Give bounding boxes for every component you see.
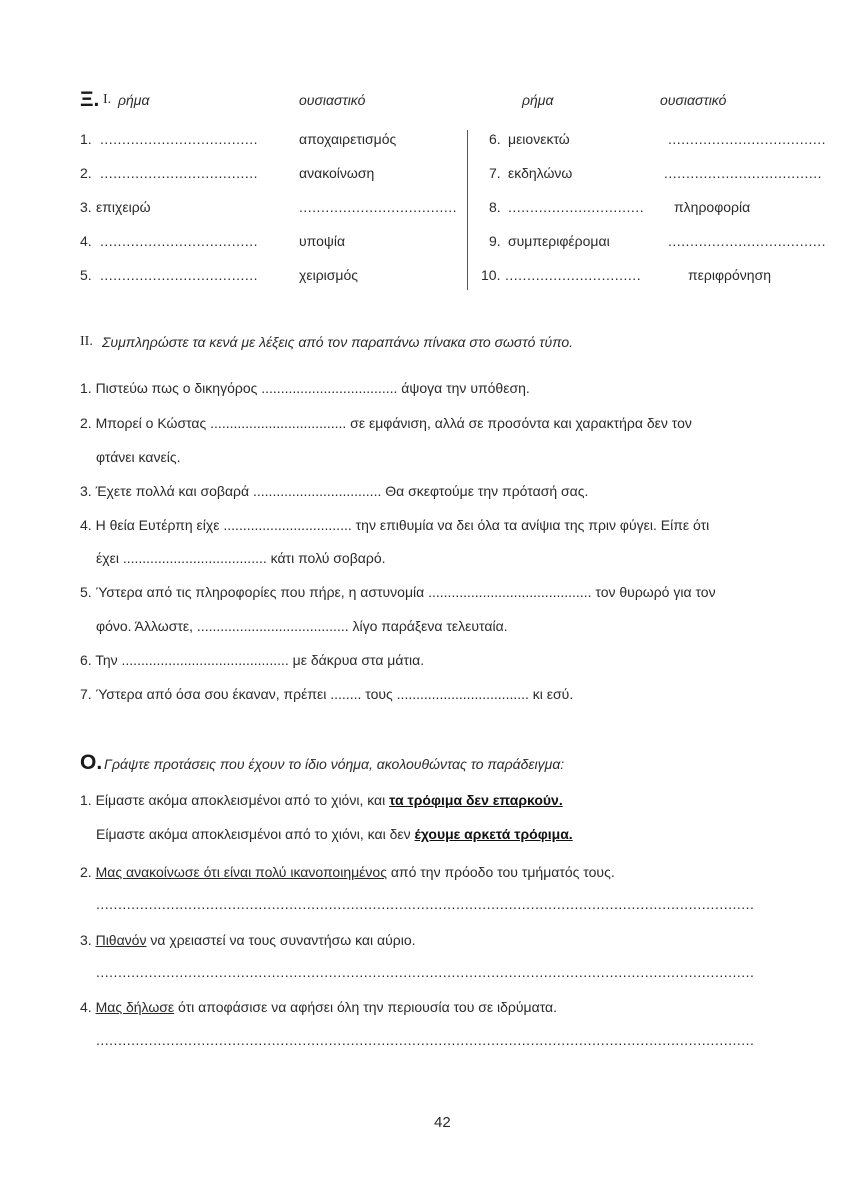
example-1-line-2 bbox=[96, 826, 573, 842]
left-row-1-num: 1. bbox=[80, 131, 92, 147]
exercise-4-rest: ότι αποφάσισε να αφήσει όλη την περιουσία του σε ιδρύματα. bbox=[174, 999, 558, 1015]
exercise-3-answer-line[interactable]: ...................................................................................................................................................... bbox=[96, 964, 755, 980]
fill-sentence-5: 5. Ύστερα από τις πληροφορίες που πήρε, η αστυνομία .......................................... τον θυρωρό για τον bbox=[80, 584, 716, 600]
part-2-instruction: Συμπληρώστε τα κενά με λέξεις από τον παραπάνω πίνακα στο σωστό τύπο. bbox=[102, 334, 574, 350]
right-row-6-noun[interactable]: .................................... bbox=[668, 131, 827, 147]
section-o-instruction: Γράψτε προτάσεις που έχουν το ίδιο νόημα, ακολουθώντας το παράδειγμα: bbox=[104, 756, 565, 772]
right-row-10-num: 10. bbox=[481, 267, 501, 283]
exercise-2-rest: από την πρόοδο του τμήματός τους. bbox=[386, 864, 615, 880]
header-verb-right: ρήμα bbox=[522, 92, 554, 108]
right-row-7-num: 7. bbox=[489, 165, 501, 181]
left-row-2-verb[interactable]: .................................... bbox=[100, 165, 259, 181]
example-1-line-1-text: 1. Είμαστε ακόμα αποκλεισμένοι από το χιόνι, και bbox=[80, 792, 390, 808]
fill-sentence-4: 4. Η θεία Ευτέρπη είχε ................................. την επιθυμία να δει όλα τα ανίψια της πριν φύγει. Είπε ότι bbox=[80, 517, 710, 533]
example-1-line-2-underlined: έχουμε αρκετά τρόφιμα. bbox=[414, 826, 573, 842]
fill-sentence-1: 1. Πιστεύω πως ο δικηγόρος ................................... άψογα την υπόθεση. bbox=[80, 380, 530, 396]
right-row-7-verb: εκδηλώνω bbox=[508, 165, 573, 181]
fill-sentence-7: 7. Ύστερα από όσα σου έκαναν, πρέπει ........ τους .................................. κι εσύ. bbox=[80, 686, 574, 702]
exercise-4 bbox=[80, 999, 557, 1015]
fill-sentence-5-cont: φόνο. Άλλωστε, ....................................... λίγο παράξενα τελευταία. bbox=[96, 618, 508, 634]
exercise-3-rest: να χρειαστεί να τους συναντήσω και αύριο. bbox=[146, 932, 416, 948]
exercise-4-num: 4. bbox=[80, 999, 92, 1015]
left-row-3-verb: επιχειρώ bbox=[96, 199, 151, 215]
exercise-2 bbox=[80, 864, 615, 880]
left-row-2-num: 2. bbox=[80, 165, 92, 181]
left-row-5-noun: χειρισμός bbox=[299, 267, 359, 283]
fill-sentence-3: 3. Έχετε πολλά και σοβαρά ................................. Θα σκεφτούμε την πρότασή σας. bbox=[80, 483, 589, 499]
right-row-10-noun: περιφρόνηση bbox=[688, 267, 772, 283]
left-row-1-verb[interactable]: .................................... bbox=[100, 131, 259, 147]
exercise-3-underlined: Πιθανόν bbox=[95, 932, 147, 948]
left-row-4-num: 4. bbox=[80, 233, 92, 249]
right-row-9-noun[interactable]: .................................... bbox=[668, 233, 827, 249]
left-row-4-noun: υποψία bbox=[299, 233, 346, 249]
header-noun-left: ουσιαστικό bbox=[299, 92, 366, 108]
left-row-1-noun: αποχαιρετισμός bbox=[299, 131, 397, 147]
right-row-8-verb[interactable]: ............................... bbox=[508, 199, 645, 215]
section-letter-o: Ο. bbox=[80, 751, 103, 774]
exercise-2-num: 2. bbox=[80, 864, 92, 880]
exercise-3-num: 3. bbox=[80, 932, 92, 948]
part-2-number: II. bbox=[80, 334, 93, 349]
right-row-9-num: 9. bbox=[489, 233, 501, 249]
table-divider bbox=[467, 130, 468, 290]
fill-sentence-2-cont: φτάνει κανείς. bbox=[96, 449, 181, 465]
right-row-6-verb: μειονεκτώ bbox=[508, 131, 570, 147]
example-1-line-2-text: Είμαστε ακόμα αποκλεισμένοι από το χιόνι, και δεν bbox=[96, 826, 415, 842]
exercise-3 bbox=[80, 932, 416, 948]
header-verb-left: ρήμα bbox=[118, 92, 150, 108]
left-row-5-verb[interactable]: .................................... bbox=[100, 267, 259, 283]
right-row-8-noun: πληροφορία bbox=[674, 199, 751, 215]
exercise-2-answer-line[interactable]: ...................................................................................................................................................... bbox=[96, 896, 755, 912]
left-row-3-num: 3. bbox=[80, 199, 92, 215]
right-row-10-verb[interactable]: ............................... bbox=[505, 267, 642, 283]
right-row-7-noun[interactable]: .................................... bbox=[664, 165, 823, 181]
fill-sentence-6: 6. Την ........................................... με δάκρυα στα μάτια. bbox=[80, 652, 425, 668]
right-row-9-verb: συμπεριφέρομαι bbox=[508, 233, 610, 249]
exercise-4-answer-line[interactable]: ...................................................................................................................................................... bbox=[96, 1032, 755, 1048]
left-row-5-num: 5. bbox=[80, 267, 92, 283]
section-letter-xi: Ξ. bbox=[80, 88, 100, 111]
left-row-4-verb[interactable]: .................................... bbox=[100, 233, 259, 249]
right-row-6-num: 6. bbox=[489, 131, 501, 147]
example-1-line-1 bbox=[80, 792, 563, 808]
exercise-2-underlined: Μας ανακοίνωσε ότι είναι πολύ ικανοποιημένος bbox=[95, 864, 387, 880]
right-row-8-num: 8. bbox=[489, 199, 501, 215]
page-number: 42 bbox=[434, 1114, 451, 1131]
fill-sentence-4-cont: έχει ..................................... κάτι πολύ σοβαρό. bbox=[96, 550, 386, 566]
exercise-4-underlined: Μας δήλωσε bbox=[95, 999, 175, 1015]
fill-sentence-2: 2. Μπορεί ο Κώστας ................................... σε εμφάνιση, αλλά σε προσόντα και χαρακτήρα δεν τον bbox=[80, 415, 692, 431]
example-1-line-1-underlined: τα τρόφιμα δεν επαρκούν. bbox=[389, 792, 563, 808]
header-noun-right: ουσιαστικό bbox=[660, 92, 727, 108]
left-row-2-noun: ανακοίνωση bbox=[299, 165, 375, 181]
left-row-3-noun[interactable]: .................................... bbox=[299, 199, 458, 215]
part-1-number: I. bbox=[103, 92, 112, 107]
